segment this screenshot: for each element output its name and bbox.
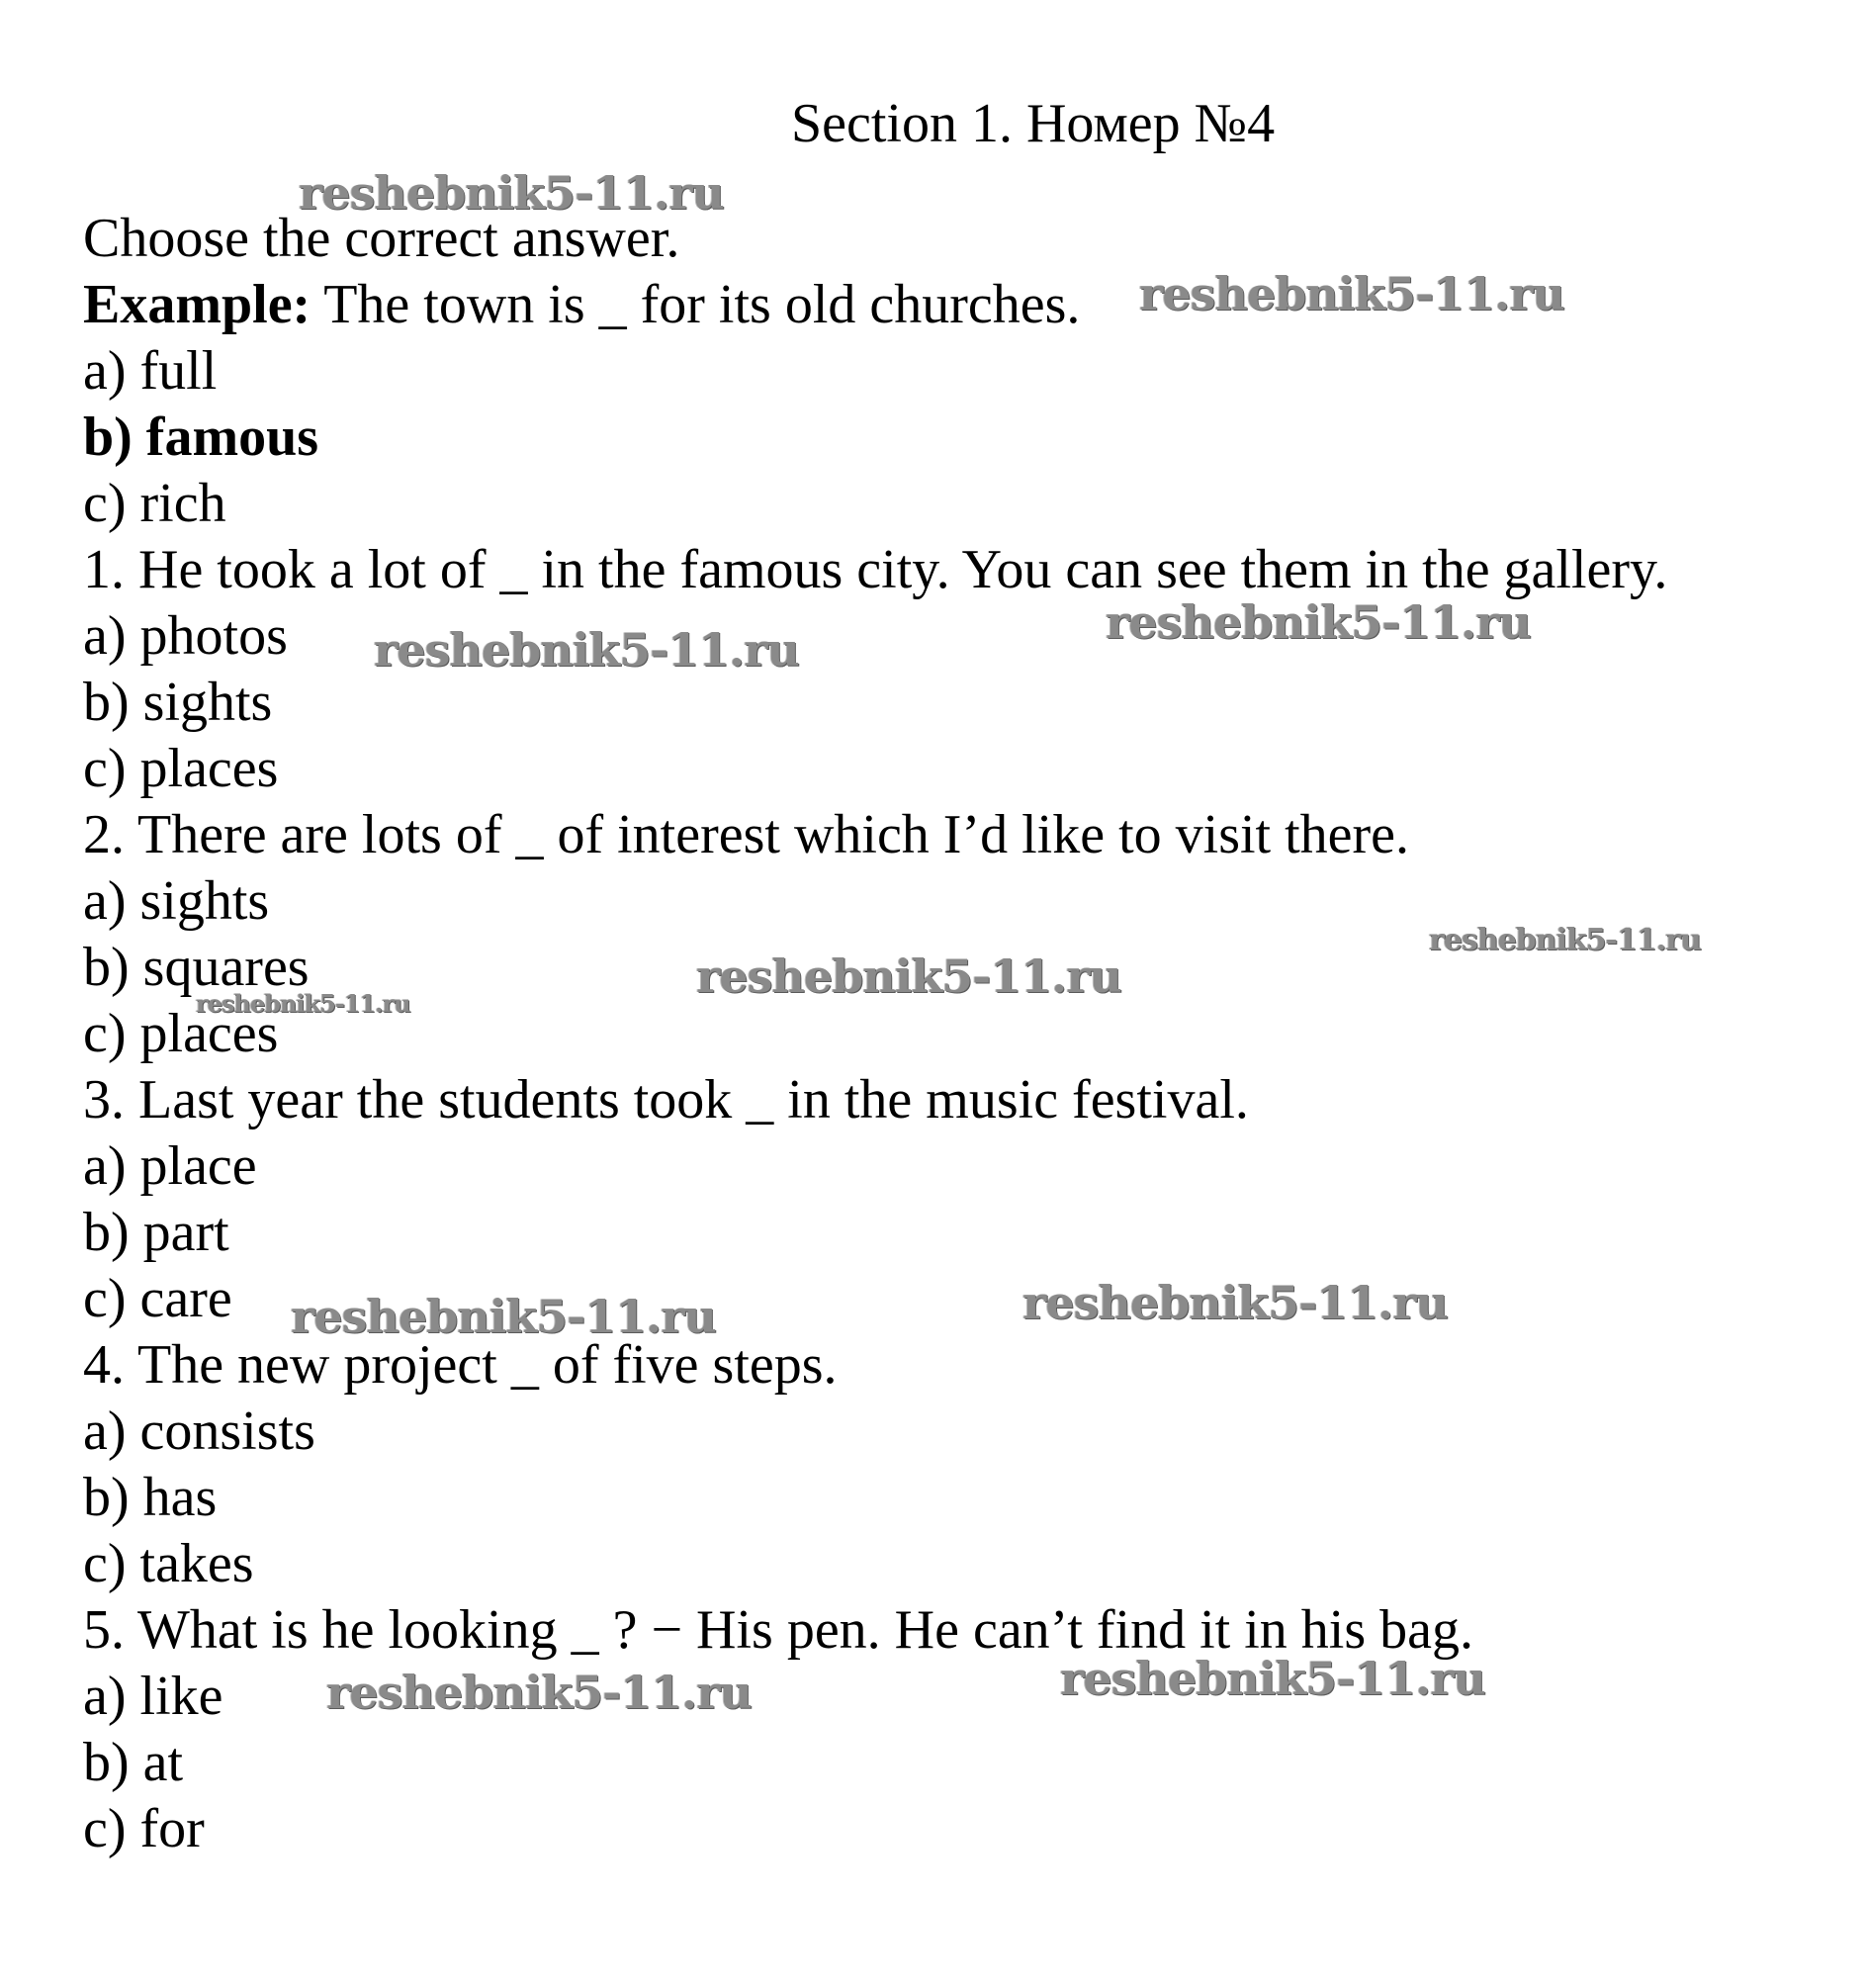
question-3-option-b: b) part — [83, 1202, 229, 1263]
watermark: reshebnik5-11.ru — [696, 949, 1121, 1003]
watermark: reshebnik5-11.ru — [291, 1290, 716, 1343]
question-4-option-c: c) takes — [83, 1533, 254, 1594]
question-3: 3. Last year the students took _ in the music festival. — [83, 1069, 1249, 1130]
question-5-option-b: b) at — [83, 1732, 184, 1793]
instruction: Choose the correct answer. — [83, 208, 680, 269]
exercise-content — [83, 206, 1843, 1862]
watermark: reshebnik5-11.ru — [1060, 1652, 1485, 1705]
example-label: Example: — [83, 274, 311, 335]
watermark: reshebnik5-11.ru — [299, 166, 724, 220]
example-option-b-correct: b) famous — [83, 407, 319, 468]
question-1: 1. He took a lot of _ in the famous city. You can see them in the gallery. — [83, 539, 1668, 600]
question-4-option-b: b) has — [83, 1467, 218, 1528]
question-1-option-b: b) sights — [83, 672, 273, 733]
watermark: reshebnik5-11.ru — [1106, 595, 1531, 649]
question-2-option-a: a) sights — [83, 870, 270, 932]
watermark: reshebnik5-11.ru — [1022, 1276, 1448, 1329]
watermark: reshebnik5-11.ru — [326, 1666, 752, 1719]
question-3-option-a: a) place — [83, 1135, 257, 1197]
watermark: reshebnik5-11.ru — [374, 623, 799, 677]
question-2-option-b: b) squares — [83, 937, 310, 998]
question-5-option-a: a) like — [83, 1666, 223, 1727]
example-option-a: a) full — [83, 340, 218, 402]
watermark: reshebnik5-11.ru — [196, 989, 410, 1018]
example-question-text: The town is _ for its old churches. — [311, 274, 1081, 335]
example-option-c: c) rich — [83, 473, 226, 534]
watermark: reshebnik5-11.ru — [1429, 923, 1701, 957]
question-5-option-c: c) for — [83, 1798, 205, 1859]
question-1-option-c: c) places — [83, 738, 279, 799]
page-title: Section 1. Номер №4 — [791, 93, 1276, 154]
question-3-option-c: c) care — [83, 1268, 232, 1329]
question-4: 4. The new project _ of five steps. — [83, 1334, 838, 1396]
example-question — [83, 272, 1843, 338]
watermark: reshebnik5-11.ru — [1139, 267, 1564, 320]
question-2: 2. There are lots of _ of interest which I’d like to visit there. — [83, 804, 1410, 865]
question-1-option-a: a) photos — [83, 605, 288, 667]
question-4-option-a: a) consists — [83, 1401, 315, 1462]
question-5: 5. What is he looking _ ? − His pen. He can’t find it in his bag. — [83, 1599, 1473, 1661]
question-2-option-c: c) places — [83, 1003, 279, 1064]
